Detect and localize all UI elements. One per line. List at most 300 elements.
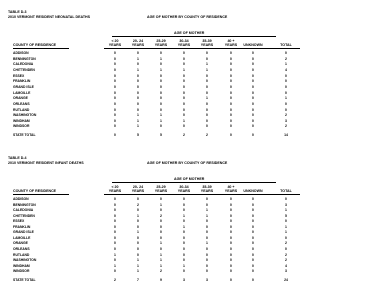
county-name: FRANKLIN	[13, 79, 31, 84]
table-cell: 0	[160, 107, 162, 112]
table-cell: 0	[114, 246, 116, 251]
column-header-top: 20- 24	[132, 185, 144, 189]
column-header-top: 25-29	[156, 185, 166, 189]
table-cell: 0	[230, 230, 232, 235]
table-cell: 0	[252, 96, 254, 101]
table-cell: 0	[114, 241, 116, 246]
table-cell: 1	[137, 230, 139, 235]
table-cell: 0	[206, 124, 208, 129]
table-cell: 0	[252, 219, 254, 224]
table-cell: 0	[252, 62, 254, 67]
table-cell: 0	[252, 90, 254, 95]
table-cell: 0	[183, 56, 185, 61]
table-cell: 2	[160, 269, 162, 274]
header-underline	[104, 48, 300, 49]
county-name: CHITTENDEN	[13, 213, 35, 218]
table-cell: 0	[160, 79, 162, 84]
table-cell: 0	[230, 246, 232, 251]
table-cell: 0	[183, 246, 185, 251]
table-id: TABLE D-3	[8, 10, 27, 14]
table-cell: 0	[252, 79, 254, 84]
column-header: YEARS	[224, 189, 238, 193]
table-cell: 0	[137, 235, 139, 240]
table-cell: 0	[252, 118, 254, 123]
table-cell: 0	[160, 51, 162, 55]
table-cell: 0	[206, 258, 208, 263]
table-cell: 1	[285, 224, 287, 229]
table-cell: 0	[252, 84, 254, 89]
table-cell: 0	[183, 51, 185, 55]
table-cell: 1	[137, 118, 139, 123]
table-cell: 4	[285, 67, 287, 72]
table-cell: 0	[160, 90, 162, 95]
table-cell: 0	[160, 230, 162, 235]
table-cell: 1	[137, 213, 139, 218]
column-header-top: 30-34	[179, 185, 189, 189]
table-cell: 0	[230, 56, 232, 61]
table-cell: 1	[285, 62, 287, 67]
table-cell: 0	[230, 258, 232, 263]
table-cell: 0	[252, 252, 254, 257]
table-cell: 0	[252, 56, 254, 61]
table-cell: 0	[252, 230, 254, 235]
state-total-cell: 7	[137, 277, 139, 282]
county-name: ORANGE	[13, 241, 28, 246]
table-cell: 2	[137, 202, 139, 207]
table-cell: 0	[183, 208, 185, 213]
table-cell: 0	[114, 269, 116, 274]
column-header-top: < 20	[111, 39, 119, 43]
header-underline	[13, 48, 69, 49]
column-header: YEARS	[177, 43, 191, 47]
column-header-top: 40 +	[227, 185, 235, 189]
table-cell: 0	[206, 51, 208, 55]
table-cell: 1	[183, 118, 185, 123]
table-cell: 1	[206, 213, 208, 218]
table-cell: 0	[230, 124, 232, 129]
table-cell: 0	[230, 219, 232, 224]
county-name: RUTLAND	[13, 107, 30, 112]
table-cell: 0	[183, 241, 185, 246]
table-cell: 0	[114, 62, 116, 67]
table-cell: 1	[183, 263, 185, 268]
table-cell: 0	[160, 197, 162, 201]
table-cell: 2	[285, 258, 287, 263]
table-cell: 0	[252, 202, 254, 207]
state-total-label: STATE TOTAL	[13, 133, 36, 138]
table-heading: AGE OF MOTHER BY COUNTY OF RESIDENCE	[147, 14, 228, 19]
table-cell: 0	[252, 51, 254, 55]
table-cell: 0	[252, 224, 254, 229]
county-name: WASHINGTON	[13, 258, 37, 263]
table-cell: 1	[285, 230, 287, 235]
table-cell: 0	[285, 84, 287, 89]
table-cell: 0	[285, 90, 287, 95]
table-cell: 3	[285, 118, 287, 123]
county-name: ADDISON	[13, 51, 29, 55]
table-cell: 0	[230, 79, 232, 84]
table-cell: 0	[183, 230, 185, 235]
county-name: ORLEANS	[13, 101, 30, 106]
table-cell: 0	[285, 107, 287, 112]
table-cell: 0	[137, 90, 139, 95]
table-cell: 0	[137, 208, 139, 213]
table-cell: 0	[230, 224, 232, 229]
table-cell: 1	[183, 213, 185, 218]
table-cell: 2	[285, 56, 287, 61]
table-cell: 0	[160, 219, 162, 224]
column-header: YEARS	[108, 43, 122, 47]
table-cell: 0	[137, 252, 139, 257]
group-underline	[112, 36, 276, 37]
table-cell: 1	[137, 113, 139, 118]
table-cell: 0	[114, 197, 116, 201]
table-cell: 0	[114, 208, 116, 213]
table-cell: 0	[285, 246, 287, 251]
table-cell: 0	[206, 107, 208, 112]
county-name: WINDSOR	[13, 269, 30, 274]
state-total-cell: 24	[284, 277, 288, 282]
state-total-cell: 3	[183, 277, 185, 282]
table-cell: 1	[160, 258, 162, 263]
county-header: COUNTY OF RESIDENCE	[13, 43, 57, 47]
table-cell: 0	[160, 224, 162, 229]
table-cell: 0	[285, 51, 287, 55]
column-header-top: 20- 24	[132, 39, 144, 43]
table-cell: 0	[114, 90, 116, 95]
table-cell: 0	[137, 73, 139, 78]
table-cell: 0	[206, 263, 208, 268]
column-header-top: 25-29	[156, 39, 166, 43]
table-cell: 0	[114, 79, 116, 84]
table-cell: 0	[183, 90, 185, 95]
table-cell: 5	[285, 213, 287, 218]
table-cell: 0	[230, 101, 232, 106]
table-cell: 0	[114, 219, 116, 224]
table-cell: 0	[183, 197, 185, 201]
county-name: ORANGE	[13, 96, 28, 101]
table-cell: 0	[183, 96, 185, 101]
table-cell: 1	[160, 56, 162, 61]
group-label: AGE OF MOTHER	[174, 177, 205, 181]
table-cell: 1	[114, 263, 116, 268]
table-cell: 1	[114, 252, 116, 257]
table-cell: 0	[137, 79, 139, 84]
table-cell: 0	[160, 101, 162, 106]
table-cell: 0	[137, 96, 139, 101]
table-cell: 0	[114, 96, 116, 101]
table-cell: 4	[285, 263, 287, 268]
table-cell: 0	[230, 51, 232, 55]
column-header-top: 35-39	[202, 185, 212, 189]
table-cell: 0	[206, 252, 208, 257]
state-total-cell: 2	[206, 133, 208, 138]
table-cell: 0	[114, 67, 116, 72]
county-name: GRAND ISLE	[13, 230, 34, 235]
table-cell: 0	[114, 113, 116, 118]
table-cell: 0	[206, 113, 208, 118]
county-name: WINDHAM	[13, 263, 30, 268]
table-cell: 0	[114, 107, 116, 112]
table-cell: 0	[183, 101, 185, 106]
table-cell: 0	[206, 79, 208, 84]
table-cell: 0	[137, 51, 139, 55]
table-cell: 1	[160, 252, 162, 257]
column-header: YEARS	[154, 189, 168, 193]
table-cell: 1	[206, 241, 208, 246]
table-cell: 0	[252, 213, 254, 218]
table-cell: 0	[206, 56, 208, 61]
column-header: YEARS	[224, 43, 238, 47]
table-cell: 0	[206, 118, 208, 123]
table-cell: 0	[206, 219, 208, 224]
table-cell: 0	[137, 246, 139, 251]
table-cell: 0	[230, 241, 232, 246]
table-cell: 0	[183, 235, 185, 240]
table-cell: 0	[230, 113, 232, 118]
table-cell: 0	[114, 258, 116, 263]
table-cell: 0	[230, 263, 232, 268]
table-cell: 0	[230, 235, 232, 240]
table-cell: 0	[230, 118, 232, 123]
table-cell: 1	[137, 124, 139, 129]
state-total-cell: 0	[230, 133, 232, 138]
column-header: UNKNOWN	[243, 43, 263, 47]
table-cell: 0	[230, 62, 232, 67]
table-cell: 0	[252, 208, 254, 213]
table-cell: 0	[183, 124, 185, 129]
table-cell: 1	[137, 56, 139, 61]
county-name: ESSEX	[13, 73, 25, 78]
table-cell: 0	[137, 84, 139, 89]
table-cell: 0	[160, 84, 162, 89]
table-cell: 0	[160, 246, 162, 251]
header-underline	[13, 194, 69, 195]
table-cell: 1	[183, 224, 185, 229]
table-cell: 2	[160, 213, 162, 218]
table-cell: 0	[206, 90, 208, 95]
table-cell: 0	[160, 73, 162, 78]
column-header: YEARS	[154, 43, 168, 47]
state-total-cell: 14	[284, 133, 288, 138]
table-cell: 1	[285, 208, 287, 213]
table-title: 2010 VERMONT RESIDENT INFANT DEATHS	[8, 160, 84, 165]
table-cell: 0	[160, 124, 162, 129]
table-cell: 0	[252, 107, 254, 112]
table-cell: 0	[114, 56, 116, 61]
table-cell: 0	[183, 202, 185, 207]
table-cell: 0	[252, 67, 254, 72]
table-cell: 0	[285, 101, 287, 106]
county-name: WASHINGTON	[13, 113, 37, 118]
table-cell: 1	[160, 263, 162, 268]
table-cell: 0	[206, 230, 208, 235]
table-cell: 0	[114, 202, 116, 207]
table-cell: 0	[183, 62, 185, 67]
table-cell: 0	[285, 79, 287, 84]
column-header-top: < 20	[111, 185, 119, 189]
table-cell: 0	[252, 197, 254, 201]
table-cell: 0	[206, 84, 208, 89]
county-name: WINDSOR	[13, 124, 30, 129]
table-cell: 0	[206, 246, 208, 251]
table-cell: 0	[230, 202, 232, 207]
county-name: LAMOILLE	[13, 90, 31, 95]
county-name: BENNINGTON	[13, 202, 36, 207]
table-cell: 1	[160, 113, 162, 118]
table-cell: 0	[252, 113, 254, 118]
table-cell: 0	[206, 101, 208, 106]
table-cell: 3	[285, 269, 287, 274]
state-total-cell: 5	[137, 133, 139, 138]
table-cell: 0	[230, 96, 232, 101]
county-name: CALEDONIA	[13, 208, 34, 213]
table-cell: 0	[285, 219, 287, 224]
table-cell: 1	[137, 67, 139, 72]
table-heading: AGE OF MOTHER BY COUNTY OF RESIDENCE	[147, 160, 228, 165]
table-cell: 0	[252, 269, 254, 274]
table-cell: 1	[137, 258, 139, 263]
table-cell: 0	[230, 73, 232, 78]
state-total-label: STATE TOTAL	[13, 277, 36, 282]
table-cell: 0	[252, 241, 254, 246]
table-cell: 0	[114, 101, 116, 106]
column-header: YEARS	[131, 43, 145, 47]
table-cell: 0	[183, 113, 185, 118]
table-cell: 0	[230, 107, 232, 112]
table-cell: 0	[230, 197, 232, 201]
table-cell: 0	[160, 235, 162, 240]
state-total-cell: 0	[114, 133, 116, 138]
table-cell: 0	[114, 230, 116, 235]
table-cell: 0	[252, 246, 254, 251]
county-name: FRANKLIN	[13, 224, 31, 229]
table-cell: 0	[206, 73, 208, 78]
table-cell: 0	[114, 235, 116, 240]
table-cell: 0	[206, 269, 208, 274]
table-cell: 0	[137, 107, 139, 112]
column-header: YEARS	[108, 189, 122, 193]
column-header: YEARS	[200, 43, 214, 47]
column-header: YEARS	[200, 189, 214, 193]
table-cell: 1	[160, 202, 162, 207]
table-cell: 0	[285, 197, 287, 201]
table-cell: 1	[206, 208, 208, 213]
column-header-top: 30-34	[179, 39, 189, 43]
group-underline	[112, 182, 276, 183]
table-cell: 0	[114, 213, 116, 218]
column-header: YEARS	[131, 189, 145, 193]
table-cell: 0	[160, 208, 162, 213]
table-cell: 0	[114, 224, 116, 229]
county-name: CALEDONIA	[13, 62, 34, 67]
table-cell: 0	[206, 197, 208, 201]
county-name: RUTLAND	[13, 252, 30, 257]
table-cell: 0	[160, 96, 162, 101]
county-name: GRAND ISLE	[13, 84, 34, 89]
column-header: TOTAL	[280, 189, 292, 193]
table-cell: 1	[160, 118, 162, 123]
table-cell: 0	[206, 235, 208, 240]
table-cell: 0	[114, 51, 116, 55]
state-total-cell: 9	[160, 277, 162, 282]
table-cell: 0	[230, 252, 232, 257]
group-label: AGE OF MOTHER	[174, 31, 205, 35]
column-header: UNKNOWN	[243, 189, 263, 193]
table-cell: 2	[285, 124, 287, 129]
table-cell: 0	[183, 79, 185, 84]
table-cell: 3	[285, 202, 287, 207]
table-cell: 0	[252, 258, 254, 263]
table-cell: 0	[183, 73, 185, 78]
table-cell: 1	[137, 263, 139, 268]
table-cell: 0	[160, 62, 162, 67]
state-total-cell: 0	[230, 277, 232, 282]
state-total-cell: 2	[183, 133, 185, 138]
table-cell: 0	[252, 235, 254, 240]
column-header-top: 40 +	[227, 39, 235, 43]
state-total-cell: 0	[252, 277, 254, 282]
table-cell: 0	[230, 90, 232, 95]
table-cell: 0	[183, 252, 185, 257]
table-cell: 0	[114, 118, 116, 123]
table-cell: 0	[137, 224, 139, 229]
table-cell: 0	[206, 202, 208, 207]
table-cell: 0	[183, 107, 185, 112]
header-underline	[104, 194, 300, 195]
table-cell: 0	[137, 241, 139, 246]
column-header-top: 35-39	[202, 39, 212, 43]
table-cell: 0	[137, 101, 139, 106]
table-cell: 0	[285, 73, 287, 78]
county-name: ORLEANS	[13, 246, 30, 251]
column-header: TOTAL	[280, 43, 292, 47]
table-cell: 1	[183, 67, 185, 72]
table-cell: 1	[206, 96, 208, 101]
county-header: COUNTY OF RESIDENCE	[13, 189, 57, 193]
table-cell: 0	[285, 235, 287, 240]
table-cell: 0	[230, 213, 232, 218]
table-cell: 1	[160, 241, 162, 246]
table-cell: 0	[137, 62, 139, 67]
table-cell: 0	[252, 124, 254, 129]
table-cell: 0	[252, 263, 254, 268]
county-name: ADDISON	[13, 197, 29, 201]
table-cell: 0	[137, 219, 139, 224]
table-cell: 0	[230, 208, 232, 213]
state-total-cell: 5	[160, 133, 162, 138]
table-cell: 0	[114, 124, 116, 129]
state-total-cell: 0	[252, 133, 254, 138]
table-cell: 0	[183, 219, 185, 224]
table-cell: 2	[285, 113, 287, 118]
county-name: CHITTENDEN	[13, 67, 35, 72]
table-cell: 0	[114, 84, 116, 89]
table-cell: 0	[230, 84, 232, 89]
table-cell: 0	[114, 73, 116, 78]
county-name: LAMOILLE	[13, 235, 31, 240]
table-cell: 0	[137, 197, 139, 201]
county-name: WINDHAM	[13, 118, 30, 123]
table-cell: 0	[206, 224, 208, 229]
table-cell: 1	[206, 67, 208, 72]
table-cell: 1	[160, 67, 162, 72]
table-cell: 0	[183, 258, 185, 263]
county-name: BENNINGTON	[13, 56, 36, 61]
table-title: 2010 VERMONT RESIDENT NEONATAL DEATHS	[8, 14, 91, 19]
table-cell: 0	[183, 269, 185, 274]
table-cell: 0	[183, 84, 185, 89]
